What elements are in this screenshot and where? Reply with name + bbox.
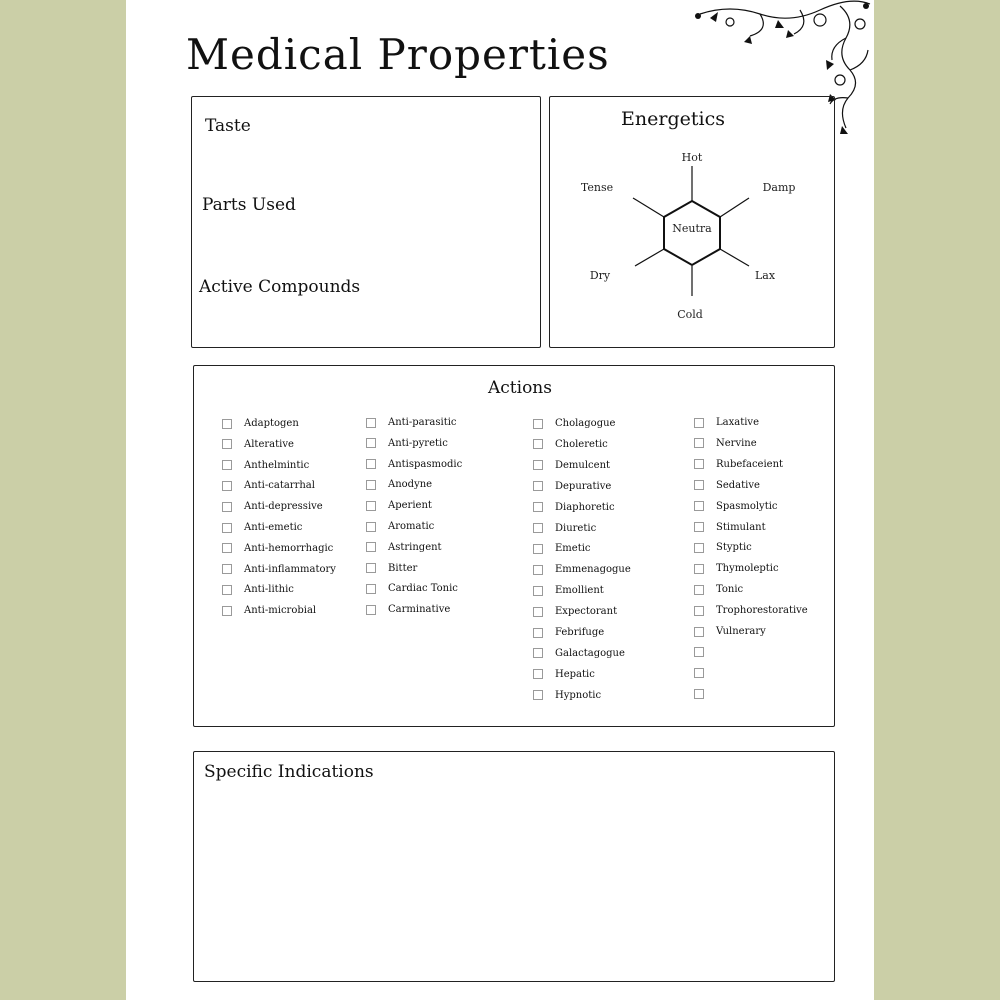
action-checkbox[interactable] [366,605,376,615]
action-item[interactable] [222,584,294,595]
action-item[interactable] [366,563,417,574]
action-checkbox[interactable] [694,585,704,595]
energetics-damp-label: Damp [762,181,796,194]
energetics-center-label: Neutra [672,222,712,235]
action-label: Tonic [716,584,744,596]
action-label: Nervine [716,437,757,449]
action-item[interactable] [366,542,442,553]
action-checkbox[interactable] [533,565,543,575]
action-checkbox[interactable] [366,542,376,552]
action-label: Astringent [388,541,442,553]
action-label: Bitter [388,562,418,574]
action-label: Anti-inflammatory [244,563,336,575]
action-checkbox[interactable] [222,543,232,553]
energetics-dry-label: Dry [589,269,611,282]
action-checkbox[interactable] [222,564,232,574]
action-label: Emollient [555,585,604,597]
action-label: Vulnerary [716,626,766,637]
action-checkbox[interactable] [222,502,232,512]
action-checkbox[interactable] [533,628,543,638]
action-label: Emetic [555,543,591,555]
action-checkbox[interactable] [222,523,232,533]
action-label: Anti-hemorrhagic [244,542,334,554]
action-checkbox[interactable] [366,522,376,532]
action-label: Trophorestorative [716,605,808,617]
action-checkbox[interactable] [222,481,232,491]
action-label: Hepatic [555,668,595,680]
action-checkbox[interactable] [533,419,543,429]
action-label: Anodyne [388,479,433,491]
action-item[interactable] [533,669,595,680]
action-checkbox[interactable] [694,418,704,428]
action-label: Stimulant [716,521,766,533]
action-label: Emmenagogue [555,564,631,576]
tense-axis-line [633,198,664,217]
action-item[interactable] [533,481,611,492]
action-checkbox[interactable] [533,439,543,449]
action-label: Anti-emetic [244,522,303,533]
action-item[interactable] [694,542,752,553]
action-item[interactable] [694,563,779,574]
action-item[interactable] [222,501,323,512]
action-label: Sedative [716,479,760,491]
action-label: Galactagogue [555,647,625,659]
action-checkbox[interactable] [366,418,376,428]
action-checkbox[interactable] [694,459,704,469]
action-label: Anti-microbial [244,605,317,617]
action-checkbox[interactable] [694,627,704,637]
action-item[interactable] [694,501,778,512]
action-checkbox[interactable] [222,419,232,429]
action-checkbox[interactable] [366,563,376,573]
specific-indications-box[interactable] [193,751,835,982]
action-label: Carminative [388,604,451,616]
action-label: Anthelmintic [244,459,310,471]
action-label: Anti-parasitic [388,417,457,428]
action-checkbox[interactable] [533,690,543,700]
action-label: Antispasmodic [388,458,463,470]
dry-axis-line [635,249,664,266]
action-checkbox[interactable] [694,501,704,511]
specific-indications-title: Specific Indications [204,762,374,782]
action-label: Styptic [716,542,752,554]
action-checkbox[interactable] [533,586,543,596]
action-label: Rubefaceient [716,458,784,470]
page-title: Medical Properties [186,30,610,79]
action-label: Anti-lithic [244,584,294,596]
action-item[interactable] [694,480,760,491]
action-item[interactable] [222,418,299,429]
action-item[interactable] [222,460,309,471]
action-label: Demulcent [555,459,611,471]
action-item[interactable] [222,543,333,554]
action-label: Aromatic [388,521,435,532]
action-item[interactable] [222,605,316,616]
action-checkbox[interactable] [533,481,543,491]
action-item[interactable] [694,668,716,678]
action-checkbox[interactable] [694,522,704,532]
action-item[interactable] [366,521,434,532]
energetics-lax-label: Lax [754,269,776,282]
action-item[interactable] [366,479,432,490]
action-checkbox[interactable] [533,502,543,512]
lax-axis-line [720,249,749,266]
action-checkbox[interactable] [533,460,543,470]
action-item[interactable] [366,583,458,594]
action-item[interactable] [533,606,617,617]
action-label: Febrifuge [555,627,605,638]
action-label: Thymoleptic [716,563,779,575]
action-label: Alterative [244,438,294,450]
action-label: Cholagogue [555,418,616,429]
action-item[interactable] [366,459,462,470]
energetics-title: Energetics [621,108,725,130]
action-label: Diuretic [555,522,597,534]
action-item[interactable] [694,605,808,616]
action-item[interactable] [366,604,450,615]
action-checkbox[interactable] [366,459,376,469]
action-label: Hypnotic [555,689,602,701]
action-checkbox[interactable] [694,438,704,448]
action-item[interactable] [366,438,448,449]
action-checkbox[interactable] [694,647,704,657]
action-item[interactable] [222,439,294,450]
action-item[interactable] [694,584,743,595]
action-checkbox[interactable] [694,689,704,699]
action-item[interactable] [694,689,716,699]
action-checkbox[interactable] [222,606,232,616]
action-item[interactable] [366,500,432,511]
action-item[interactable] [533,648,625,659]
energetics-tense-label: Tense [580,181,614,194]
action-item[interactable] [533,564,631,575]
action-checkbox[interactable] [533,607,543,617]
action-checkbox[interactable] [366,584,376,594]
action-item[interactable] [694,647,716,657]
action-checkbox[interactable] [366,438,376,448]
action-item[interactable] [533,418,615,429]
action-label: Anti-catarrhal [244,480,315,492]
action-checkbox[interactable] [533,648,543,658]
action-label: Expectorant [555,606,618,618]
action-item[interactable] [533,502,615,513]
parts-used-label: Parts Used [202,195,296,215]
action-label: Aperient [388,500,432,512]
action-checkbox[interactable] [533,544,543,554]
action-item[interactable] [533,585,604,596]
action-item[interactable] [222,522,302,533]
action-checkbox[interactable] [222,460,232,470]
action-checkbox[interactable] [694,543,704,553]
action-item[interactable] [222,564,336,575]
energetics-hot-label: Hot [681,151,703,164]
action-label: Anti-depressive [244,501,323,513]
action-checkbox[interactable] [366,480,376,490]
action-item[interactable] [694,417,759,428]
energetics-diagram [549,96,835,348]
active-compounds-label: Active Compounds [199,277,361,297]
action-label: Anti-pyretic [388,437,448,449]
action-checkbox[interactable] [222,439,232,449]
action-label: Depurative [555,480,612,492]
taste-label: Taste [205,116,251,136]
action-item[interactable] [694,626,766,637]
action-item[interactable] [366,417,457,428]
action-item[interactable] [533,523,596,534]
action-checkbox[interactable] [533,669,543,679]
action-label: Diaphoretic [555,501,615,513]
action-checkbox[interactable] [222,585,232,595]
action-checkbox[interactable] [366,501,376,511]
action-item[interactable] [533,543,591,554]
action-label: Cardiac Tonic [388,583,458,595]
action-checkbox[interactable] [694,606,704,616]
action-item[interactable] [533,690,601,701]
action-item[interactable] [694,438,757,449]
action-checkbox[interactable] [533,523,543,533]
action-item[interactable] [694,522,766,533]
action-label: Choleretic [555,438,608,450]
action-checkbox[interactable] [694,480,704,490]
action-item[interactable] [533,460,610,471]
energetics-cold-label: Cold [677,308,703,321]
action-label: Spasmolytic [716,500,778,512]
action-item[interactable] [533,627,604,638]
action-label: Adaptogen [244,418,299,429]
actions-title: Actions [488,378,552,398]
damp-axis-line [720,198,749,217]
action-item[interactable] [694,459,783,470]
action-label: Laxative [716,417,759,428]
action-checkbox[interactable] [694,564,704,574]
action-checkbox[interactable] [694,668,704,678]
action-item[interactable] [533,439,608,450]
action-item[interactable] [222,480,315,491]
